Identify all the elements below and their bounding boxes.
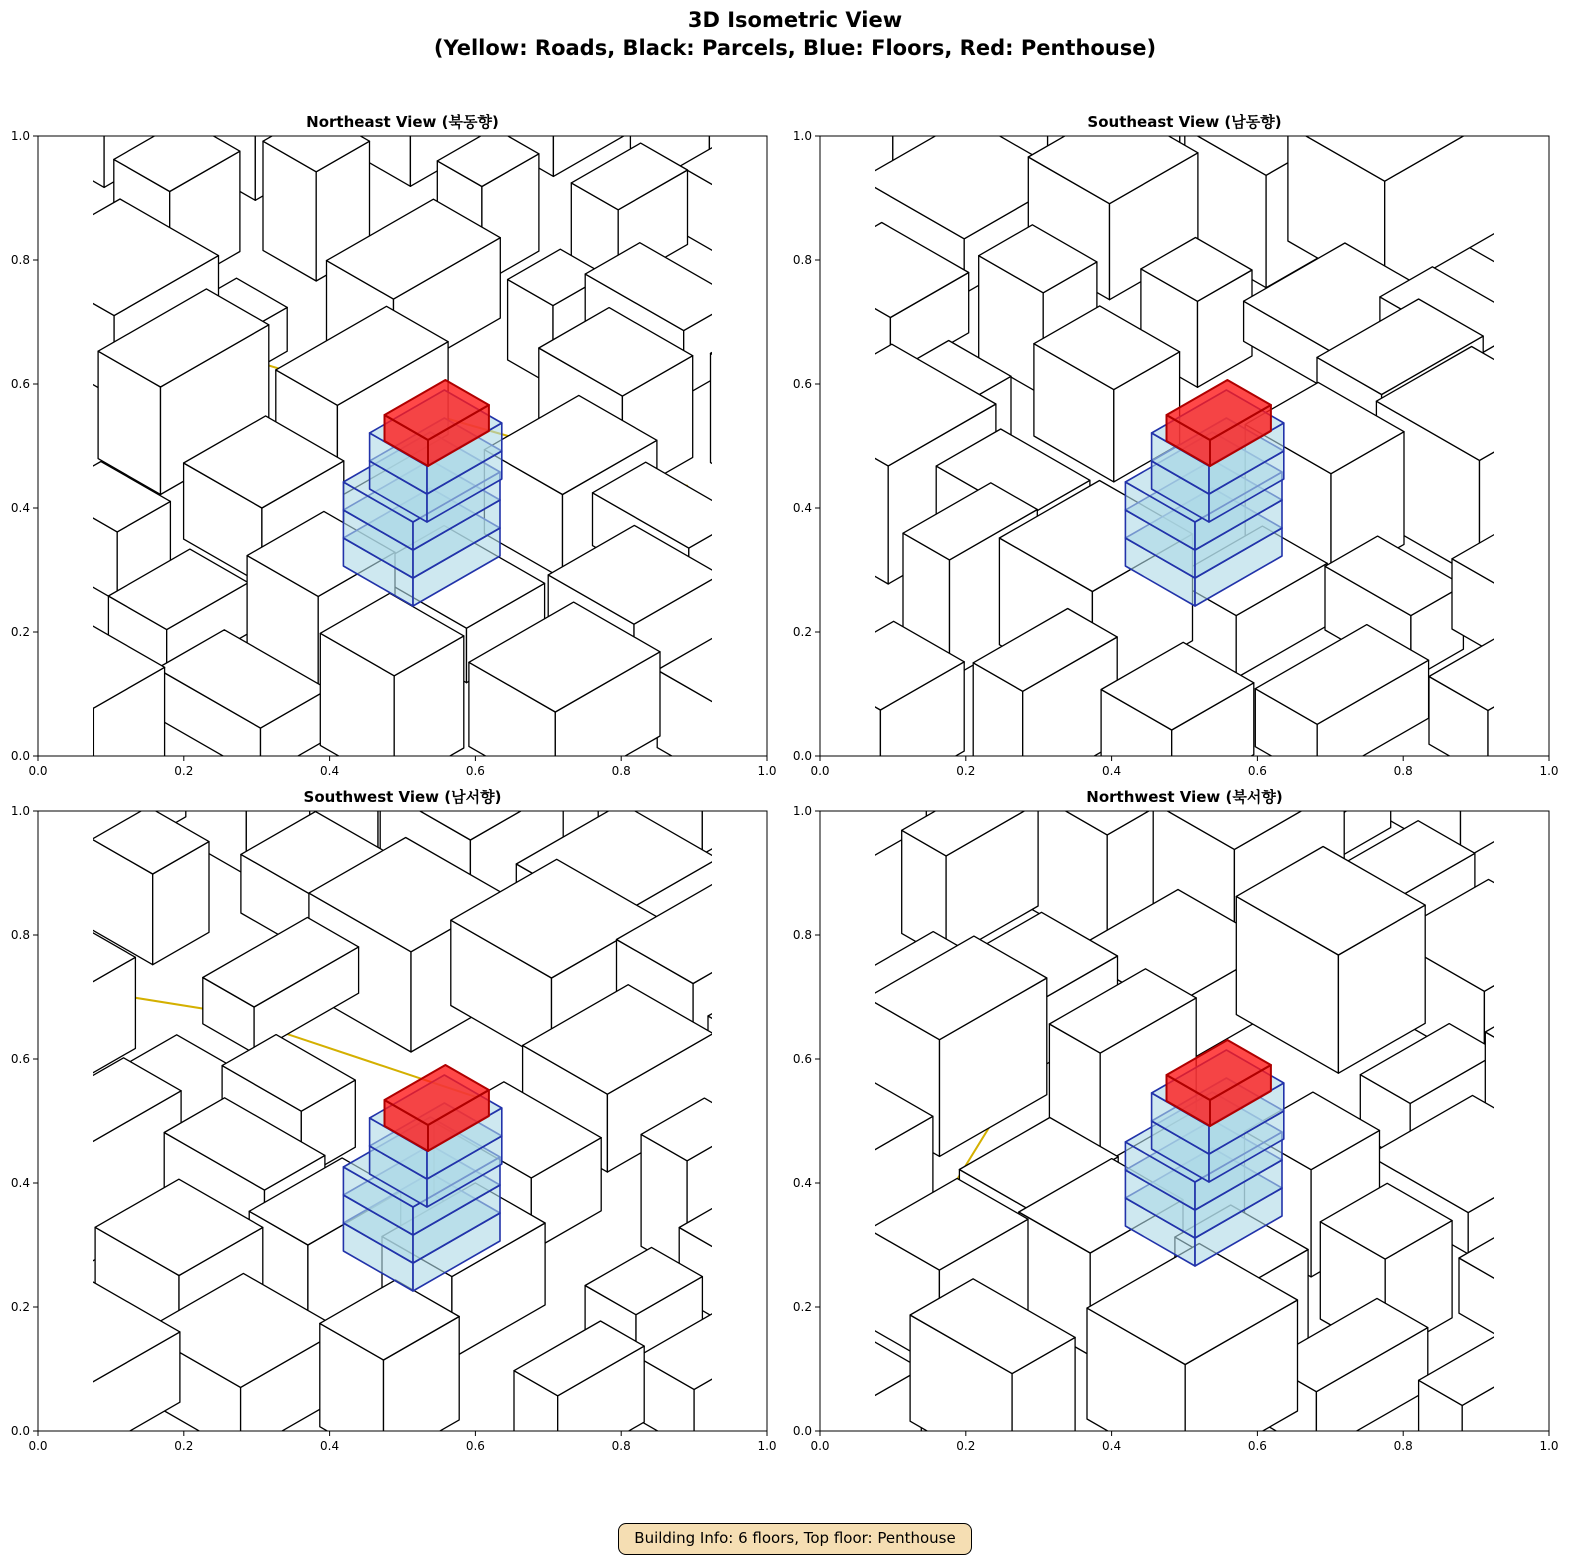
panel-southeast: [790, 100, 1590, 790]
x-tick-label: 0.4: [320, 1439, 340, 1453]
y-tick-label: 0.0: [10, 749, 30, 763]
y-tick-label: 0.4: [792, 1176, 812, 1190]
y-tick-label: 0.4: [10, 501, 30, 515]
y-tick-label: 0.6: [792, 1052, 812, 1066]
x-tick-label: 0.6: [465, 764, 485, 778]
x-tick-label: 0.6: [1247, 1439, 1267, 1453]
x-tick-label: 1.0: [1539, 1439, 1559, 1453]
x-tick-label: 0.0: [28, 764, 48, 778]
x-tick-label: 0.6: [1247, 764, 1267, 778]
y-tick-label: 0.2: [10, 1300, 30, 1314]
x-tick-label: 0.8: [1393, 764, 1413, 778]
panel-northwest: [790, 775, 1590, 1465]
x-tick-label: 1.0: [757, 764, 777, 778]
x-tick-label: 0.4: [1102, 1439, 1122, 1453]
panel-title: Southwest View (남서향): [303, 788, 502, 806]
x-tick-label: 0.4: [320, 764, 340, 778]
y-tick-label: 0.8: [10, 928, 30, 942]
y-tick-label: 0.6: [792, 377, 812, 391]
panel-title: Northwest View (북서향): [1086, 788, 1283, 806]
y-tick-label: 0.8: [792, 928, 812, 942]
y-tick-label: 0.4: [792, 501, 812, 515]
x-tick-label: 0.0: [810, 764, 830, 778]
y-tick-label: 0.8: [792, 253, 812, 267]
x-tick-label: 0.0: [810, 1439, 830, 1453]
x-tick-label: 0.0: [28, 1439, 48, 1453]
city-scene: [777, 652, 1590, 1480]
y-tick-label: 0.0: [10, 1424, 30, 1438]
x-tick-label: 0.6: [465, 1439, 485, 1453]
plot-area: [777, 652, 1590, 1480]
building-info-box: Building Info: 6 floors, Top floor: Penthouse: [618, 1523, 972, 1555]
x-tick-label: 0.4: [1102, 764, 1122, 778]
panel-title: Northeast View (북동향): [306, 113, 499, 131]
y-tick-label: 1.0: [792, 804, 812, 818]
y-tick-label: 0.0: [792, 749, 812, 763]
x-tick-label: 0.2: [956, 764, 976, 778]
x-tick-label: 0.8: [611, 1439, 631, 1453]
panel-northeast: [0, 100, 790, 790]
figure-title: [0, 6, 1590, 62]
y-tick-label: 0.2: [792, 1300, 812, 1314]
y-tick-label: 1.0: [10, 804, 30, 818]
y-tick-label: 0.2: [792, 625, 812, 639]
y-tick-label: 0.8: [10, 253, 30, 267]
x-tick-label: 1.0: [757, 1439, 777, 1453]
panel-title: Southeast View (남동향): [1087, 113, 1282, 131]
x-tick-label: 1.0: [1539, 764, 1559, 778]
panel-southwest: [0, 775, 790, 1465]
x-tick-label: 0.2: [174, 1439, 194, 1453]
y-tick-label: 0.0: [792, 1424, 812, 1438]
figure-title-line2: (Yellow: Roads, Black: Parcels, Blue: Floors, Red: Penthouse): [433, 36, 1157, 60]
y-tick-label: 0.2: [10, 625, 30, 639]
x-tick-label: 0.2: [956, 1439, 976, 1453]
figure-title-line1: 3D Isometric View: [687, 8, 903, 32]
parcel-building: [203, 917, 359, 1053]
y-tick-label: 0.4: [10, 1176, 30, 1190]
y-tick-label: 0.6: [10, 1052, 30, 1066]
x-tick-label: 0.8: [611, 764, 631, 778]
x-tick-label: 0.2: [174, 764, 194, 778]
y-tick-label: 1.0: [10, 129, 30, 143]
x-tick-label: 0.8: [1393, 1439, 1413, 1453]
y-tick-label: 1.0: [792, 129, 812, 143]
y-tick-label: 0.6: [10, 377, 30, 391]
